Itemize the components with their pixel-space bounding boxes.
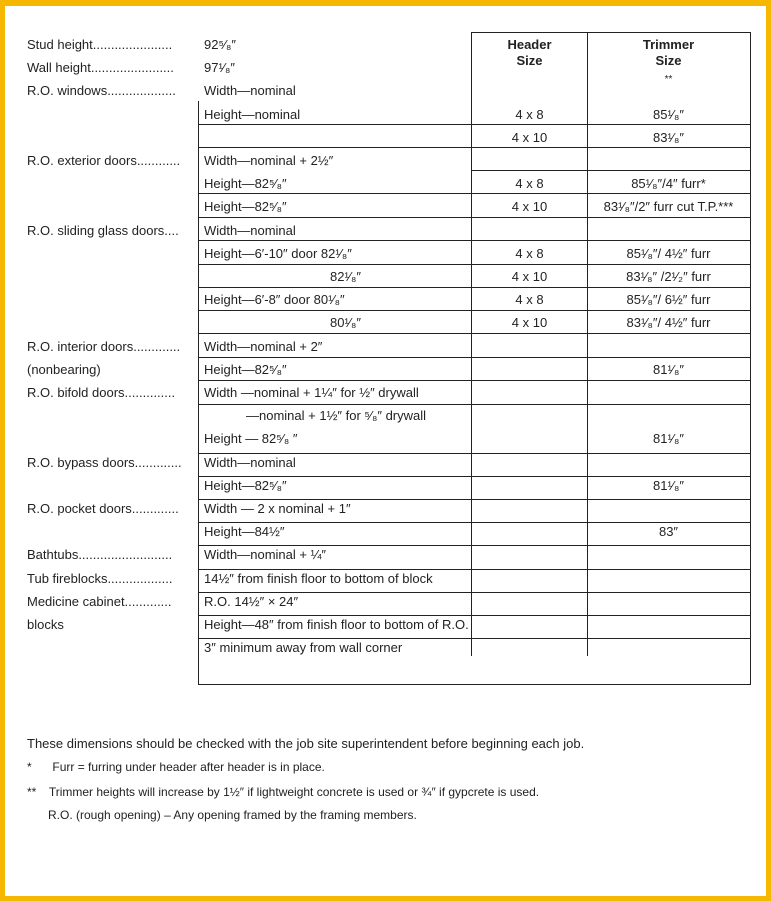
grid-line	[198, 357, 751, 358]
trimmer-size-cell	[587, 56, 750, 79]
table-row	[0, 265, 771, 288]
table-row	[0, 474, 771, 497]
grid-line	[198, 684, 751, 685]
header-size-cell: 4 x 10	[511, 269, 548, 284]
row-label: R.O. interior doors.............	[27, 338, 181, 354]
table-row	[0, 543, 771, 566]
row-label: Stud height......................	[27, 37, 173, 52]
table-row	[0, 33, 771, 56]
grid-line	[198, 124, 751, 125]
header-size-cell: 4 x 8	[515, 106, 544, 122]
row-label: blocks	[27, 617, 64, 632]
trimmer-size-cell: 85¹⁄₈″/ 4½″ furr	[626, 245, 711, 261]
row-label	[27, 404, 192, 427]
trimmer-size-cell: 83¹⁄₈″/ 4½″ furr	[626, 315, 711, 331]
note-furr-mark: *	[27, 760, 32, 774]
table-row	[0, 381, 771, 404]
header-size-cell	[472, 474, 587, 497]
table-row	[0, 404, 771, 427]
table-row	[0, 149, 771, 172]
row-label	[27, 103, 192, 126]
header-heading-line1: Header	[507, 37, 552, 52]
row-description: Height—6′-8″ door 80¹⁄₈″	[204, 292, 345, 308]
note-trimmer-mark: **	[27, 785, 37, 799]
trimmer-size-cell: 83¹⁄₈″/2″ furr cut T.P.***	[603, 199, 734, 215]
grid-line	[198, 499, 751, 500]
trimmer-size-cell: 85¹⁄₈″	[653, 106, 684, 122]
row-label: Tub fireblocks..................	[27, 570, 173, 586]
table-row	[0, 79, 771, 102]
table-row	[0, 335, 771, 358]
trimmer-size-cell	[587, 404, 750, 427]
row-label	[27, 474, 192, 497]
grid-line	[198, 404, 751, 405]
grid-line	[198, 615, 751, 616]
header-size-cell	[472, 567, 587, 590]
row-label	[27, 126, 192, 149]
grid-line	[198, 264, 751, 265]
table-row	[0, 172, 771, 195]
grid-line	[198, 453, 751, 454]
trimmer-size-cell: 83¹⁄₈″	[653, 129, 684, 145]
table-row	[0, 311, 771, 334]
trimmer-size-cell: 81¹⁄₈″	[653, 477, 684, 493]
table-row	[0, 195, 771, 218]
trimmer-size-cell: 85¹⁄₈″/4″ furr*	[631, 176, 706, 192]
trimmer-size-cell	[587, 497, 750, 520]
note-ro: R.O. (rough opening) – Any opening framed by the framing members.	[48, 808, 417, 822]
row-description: Width—nominal	[204, 83, 296, 99]
row-label	[27, 195, 192, 218]
header-size-cell: 4 x 8	[515, 176, 544, 192]
trimmer-size-cell	[587, 335, 750, 358]
trimmer-size-cell: 83¹⁄₈″ /2¹⁄₂″ furr	[626, 269, 711, 284]
trimmer-size-cell	[587, 590, 750, 613]
row-label: R.O. windows...................	[27, 83, 176, 99]
grid-line	[198, 638, 751, 639]
row-description: 97¹⁄₈″	[204, 60, 235, 76]
note-furr	[27, 760, 325, 774]
trimmer-heading-line2: Size	[655, 53, 682, 68]
header-size-cell	[472, 543, 587, 566]
grid-line	[198, 240, 751, 241]
row-description	[204, 126, 469, 149]
trimmer-footnote-mark: **	[664, 74, 673, 85]
grid-line	[198, 287, 751, 288]
trimmer-size-cell: 81¹⁄₈″	[653, 361, 684, 377]
row-description: 3″ minimum away from wall corner	[204, 640, 403, 656]
row-label	[27, 427, 192, 450]
header-size-cell	[472, 33, 587, 56]
row-description: Width—nominal + ¼″	[204, 547, 327, 563]
row-label	[27, 311, 192, 334]
row-label: R.O. bypass doors.............	[27, 454, 182, 470]
row-description: Width — 2 x nominal + 1″	[204, 501, 351, 516]
row-description: Width—nominal	[204, 454, 296, 470]
trimmer-size-cell: 81¹⁄₈″	[653, 431, 684, 447]
row-label: (nonbearing)	[27, 361, 101, 377]
row-label: Bathtubs..........................	[27, 547, 173, 563]
grid-line	[198, 193, 751, 194]
row-description: —nominal + 1½″ for ⁵⁄₈″ drywall	[246, 408, 427, 424]
table-row	[0, 427, 771, 450]
table-row	[0, 567, 771, 590]
header-size-cell: 4 x 10	[511, 129, 548, 145]
grid-line	[198, 545, 751, 546]
header-size-cell	[472, 149, 587, 172]
trimmer-size-cell	[587, 543, 750, 566]
table-row	[0, 219, 771, 242]
header-size-cell: 4 x 10	[511, 315, 548, 331]
table-row	[0, 520, 771, 543]
grid-line	[198, 333, 751, 334]
row-label	[27, 265, 192, 288]
table-row	[0, 242, 771, 265]
row-description: Height—82⁵⁄₈″	[204, 477, 287, 493]
table-row	[0, 636, 771, 659]
table-row	[0, 56, 771, 79]
row-description: R.O. 14½″ × 24″	[204, 593, 299, 609]
row-label: R.O. sliding glass doors....	[27, 222, 179, 238]
grid-line	[198, 637, 199, 684]
grid-line	[471, 32, 751, 33]
grid-line	[198, 476, 751, 477]
row-label	[27, 172, 192, 195]
row-label: R.O. bifold doors..............	[27, 385, 176, 400]
header-size-cell	[472, 358, 587, 381]
header-size-cell	[472, 56, 587, 79]
trimmer-heading-line1: Trimmer	[642, 37, 695, 52]
row-label: R.O. pocket doors.............	[27, 501, 179, 516]
header-size-cell	[472, 381, 587, 404]
header-size-cell	[472, 520, 587, 543]
grid-line	[750, 32, 751, 684]
row-label	[27, 636, 192, 659]
grid-line	[471, 32, 472, 656]
grid-line	[198, 310, 751, 311]
row-label	[27, 520, 192, 543]
header-size-cell: 4 x 8	[515, 245, 544, 261]
header-size-cell	[472, 404, 587, 427]
header-size-cell	[472, 497, 587, 520]
table-row	[0, 497, 771, 520]
trimmer-size-cell	[587, 636, 750, 659]
grid-line	[198, 380, 751, 381]
header-heading-line2: Size	[516, 53, 543, 68]
table-row	[0, 126, 771, 149]
grid-line	[198, 147, 751, 148]
trimmer-size-cell	[587, 149, 750, 172]
row-description: Height—84½″	[204, 524, 285, 540]
row-description: Width—nominal	[204, 222, 296, 238]
note-trimmer	[27, 785, 539, 799]
row-description: Width—nominal + 2″	[204, 338, 323, 354]
trimmer-size-cell	[587, 451, 750, 474]
row-label	[27, 242, 192, 265]
header-size-cell	[472, 219, 587, 242]
row-description: Height—82⁵⁄₈″	[204, 199, 287, 215]
grid-line	[198, 217, 751, 218]
row-description: Width—nominal + 2½″	[204, 153, 334, 168]
note-furr-text: Furr = furring under header after header is in place.	[52, 760, 325, 774]
note-trimmer-text: Trimmer heights will increase by 1½″ if lightweight concrete is used or ¾″ if gypcrete is used.	[48, 785, 540, 799]
header-size-cell	[472, 636, 587, 659]
header-size-cell	[472, 451, 587, 474]
header-size-cell	[472, 590, 587, 613]
header-size-cell	[472, 79, 587, 102]
note-main: These dimensions should be checked with the job site superintendent before beginning each job.	[27, 736, 585, 751]
grid-line	[198, 522, 751, 523]
trimmer-size-cell: 83″	[658, 524, 679, 540]
grid-line	[471, 170, 751, 171]
row-description: Height—82⁵⁄₈″	[204, 361, 287, 377]
row-description: 80¹⁄₈″	[330, 315, 361, 331]
row-description: 92⁵⁄₈″	[204, 37, 237, 52]
header-size-cell	[472, 335, 587, 358]
row-description: 14½″ from finish floor to bottom of block	[204, 570, 433, 586]
trimmer-size-cell: 85¹⁄₈″/ 6½″ furr	[626, 292, 711, 308]
trimmer-size-cell	[587, 33, 750, 56]
row-label	[27, 288, 192, 311]
row-label: R.O. exterior doors............	[27, 153, 181, 168]
table-row	[0, 358, 771, 381]
row-description: Height—48″ from finish floor to bottom of R.O.	[204, 617, 469, 632]
row-description: Height—nominal	[204, 106, 301, 122]
row-description: Width —nominal + 1¼″ for ½″ drywall	[204, 385, 419, 400]
grid-line	[587, 32, 588, 656]
trimmer-size-cell	[587, 567, 750, 590]
header-size-cell	[472, 613, 587, 636]
row-description: 82¹⁄₈″	[330, 269, 361, 284]
table-row	[0, 288, 771, 311]
table-row	[0, 103, 771, 126]
table-row	[0, 613, 771, 636]
header-size-cell	[472, 427, 587, 450]
trimmer-size-cell	[587, 219, 750, 242]
row-description: Height—82⁵⁄₈″	[204, 176, 287, 192]
trimmer-size-cell	[587, 79, 750, 102]
row-description: Height—6′-10″ door 82¹⁄₈″	[204, 245, 352, 261]
table-row	[0, 451, 771, 474]
trimmer-size-cell	[587, 381, 750, 404]
row-label: Medicine cabinet.............	[27, 593, 172, 609]
grid-line	[198, 101, 199, 637]
header-size-cell: 4 x 10	[511, 199, 548, 215]
header-size-cell: 4 x 8	[515, 292, 544, 308]
row-description: Height — 82⁵⁄₈ ″	[204, 431, 298, 447]
table-row	[0, 590, 771, 613]
row-label: Wall height.......................	[27, 60, 174, 76]
trimmer-size-cell	[587, 613, 750, 636]
grid-line	[198, 592, 751, 593]
grid-line	[198, 569, 751, 570]
